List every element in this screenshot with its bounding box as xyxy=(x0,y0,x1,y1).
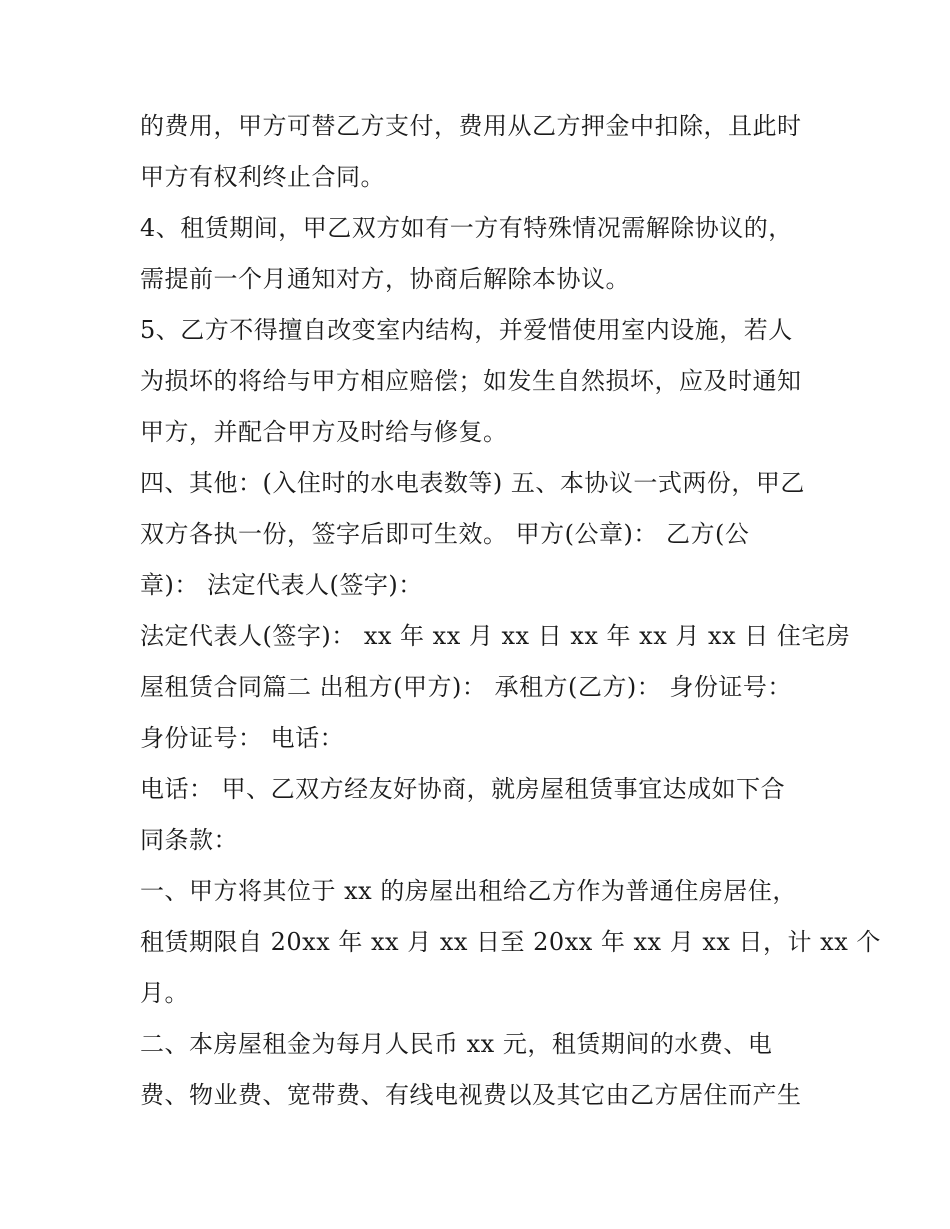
text-line: 5、乙方不得擅自改变室内结构，并爱惜使用室内设施，若人 xyxy=(140,316,793,344)
text-line: 租赁期限自 20xx 年 xx 月 xx 日至 20xx 年 xx 月 xx 日，计 xx 个 xyxy=(140,928,881,956)
text-line: 身份证号： 电话： xyxy=(140,724,345,752)
text-line: 为损坏的将给与甲方相应赔偿；如发生自然损坏，应及时通知 xyxy=(140,367,802,395)
text-line: 4、租赁期间，甲乙双方如有一方有特殊情况需解除协议的， xyxy=(140,214,793,242)
text-line: 章)： 法定代表人(签字)： xyxy=(140,571,423,599)
text-line: 甲方有权利终止合同。 xyxy=(140,163,385,191)
text-line: 四、其他：(入住时的水电表数等) 五、本协议一式两份，甲乙 xyxy=(140,469,805,497)
text-line: 屋租赁合同篇二 出租方(甲方)： 承租方(乙方)： 身份证号： xyxy=(140,673,792,701)
document-body xyxy=(140,101,881,1121)
text-line: 法定代表人(签字)： xx 年 xx 月 xx 日 xx 年 xx 月 xx 日 住宅房 xyxy=(140,622,851,650)
text-line: 的费用，甲方可替乙方支付，费用从乙方押金中扣除，且此时 xyxy=(140,112,802,140)
text-line: 电话： 甲、乙双方经友好协商，就房屋租赁事宜达成如下合 xyxy=(140,775,786,803)
text-line: 甲方，并配合甲方及时给与修复。 xyxy=(140,418,508,446)
text-line: 二、本房屋租金为每月人民币 xx 元，租赁期间的水费、电 xyxy=(140,1030,773,1058)
text-line: 双方各执一份，签字后即可生效。 甲方(公章)： 乙方(公 xyxy=(140,520,750,548)
text-line: 一、甲方将其位于 xx 的房屋出租给乙方作为普通住房居住， xyxy=(140,877,797,905)
text-line: 同条款： xyxy=(140,826,238,854)
text-line: 月。 xyxy=(140,979,189,1007)
text-line: 费、物业费、宽带费、有线电视费以及其它由乙方居住而产生 xyxy=(140,1081,802,1109)
text-line: 需提前一个月通知对方，协商后解除本协议。 xyxy=(140,265,630,293)
